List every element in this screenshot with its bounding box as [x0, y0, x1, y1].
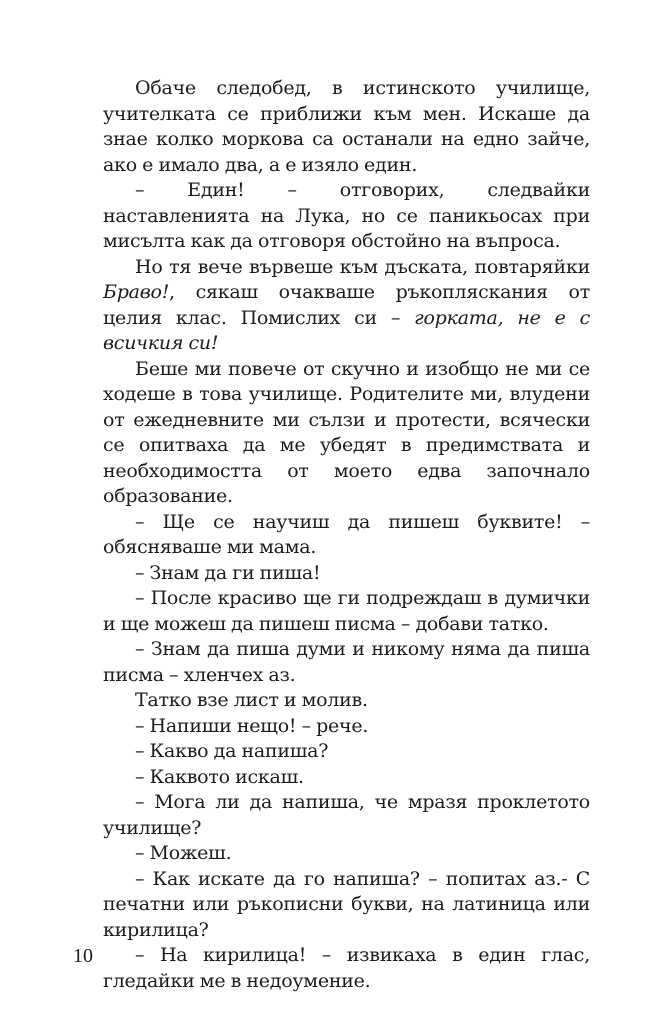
paragraph: [103, 561, 590, 587]
text-run: – На кирилица! – извикаха в един глас, гледайки ме в недоумение.: [103, 944, 590, 992]
text-run: – Какво да напиша?: [135, 740, 329, 762]
page-number: 10: [73, 945, 93, 967]
text-run: – Каквото искаш.: [135, 765, 304, 788]
paragraph: [103, 357, 590, 510]
paragraph: [103, 790, 590, 841]
paragraph: [103, 714, 590, 740]
paragraph: [103, 841, 590, 867]
paragraph: [103, 510, 590, 561]
paragraph: [103, 739, 590, 765]
italic-phrase: Браво!: [103, 281, 170, 303]
text-run: – Знам да пиша думи и никому няма да пиша писма – хленчех аз.: [103, 638, 590, 686]
text-run: – Мога ли да напиша, че мразя проклетото училище?: [103, 791, 590, 839]
paragraph: [103, 586, 590, 637]
text-run: – Как искате да го напиша? – попитах аз.- С печатни или ръкописни букви, на латиница или кирилица?: [103, 867, 590, 941]
italic-phrase: горката, не е с всичкия си!: [103, 306, 590, 354]
paragraph: [103, 688, 590, 714]
paragraph: [103, 765, 590, 791]
text-run: – Ще се научиш да пишеш буквите! – обясняваше ми мама.: [103, 510, 590, 558]
text-run: Но тя вече вървеше към дъската, повтаряйки: [135, 255, 590, 278]
text-run: – Напиши нещо! – рече.: [135, 714, 369, 737]
text-run: Обаче следобед, в истинското училище, учителката се приближи към мен. Искаше да знае колко моркова са останали на едно зайче, ако е имало два, а е изяло един.: [103, 77, 590, 176]
paragraph: [103, 943, 590, 994]
paragraph: [103, 178, 590, 255]
text-run: , сякаш очакваше ръкопляскания от целия клас. Помислих си –: [103, 281, 590, 329]
text-run: Татко взе лист и молив.: [135, 689, 368, 711]
paragraph: [103, 867, 590, 944]
text-run: – Можеш.: [135, 842, 232, 864]
paragraph: [103, 637, 590, 688]
paragraph: [103, 76, 590, 178]
text-run: – Един! – отговорих, следвайки наставленията на Лука, но се паникьосах при мисълта как да отговоря обстойно на въпроса.: [103, 179, 590, 252]
text-run: Беше ми повече от скучно и изобщо не ми се ходеше в това училище. Родителите ми, влудени от ежедневните ми сълзи и протести, всячески се опитваха да ме убедят в предимствата и необходимостта от моето едва започнало образование.: [103, 357, 590, 507]
paragraph: [103, 255, 590, 357]
text-run: – После красиво ще ги подреждаш в думички и ще можеш да пишеш писма – добави татко.: [103, 587, 590, 635]
page-body-text: [103, 76, 590, 994]
text-run: – Знам да ги пиша!: [135, 561, 321, 584]
